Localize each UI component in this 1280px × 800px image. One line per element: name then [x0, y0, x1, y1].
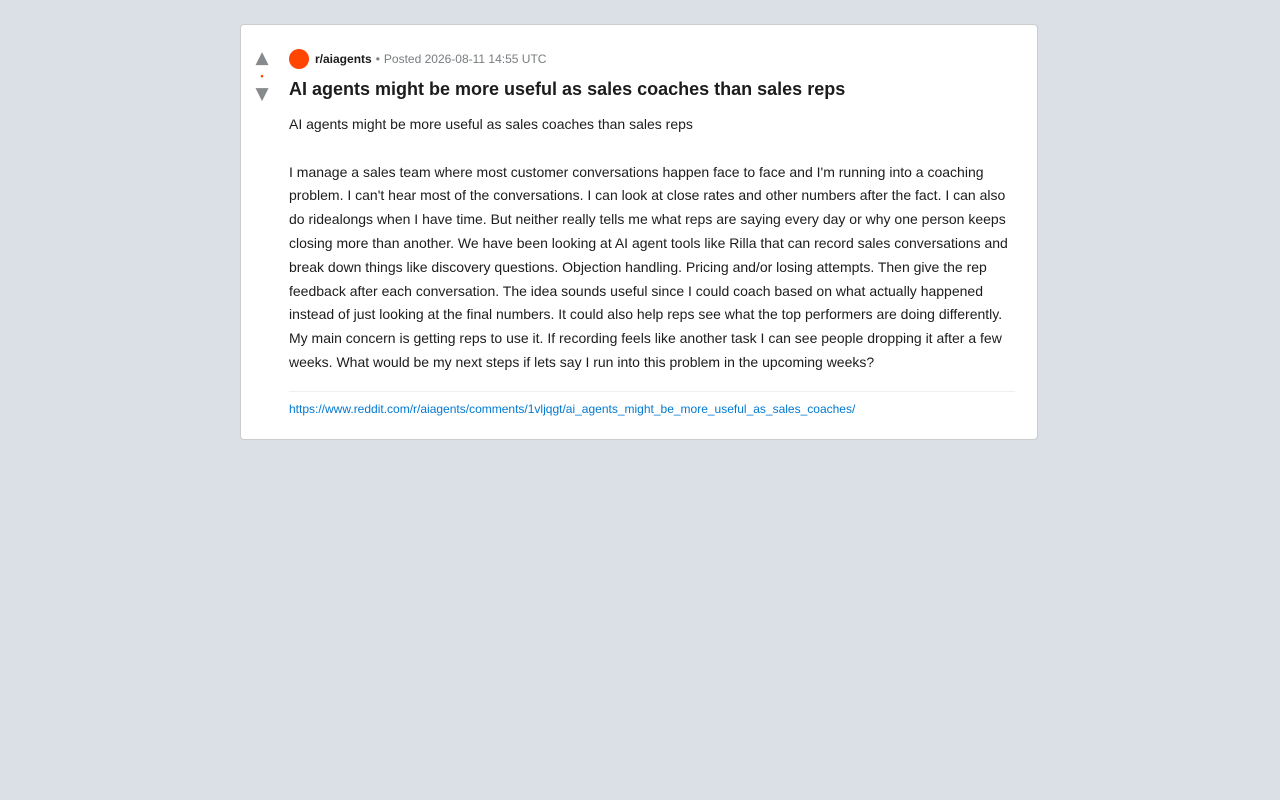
- post-card: [240, 24, 1038, 440]
- post-timestamp: Posted 2026-08-11 14:55 UTC: [383, 52, 547, 66]
- post-body-paragraph: I manage a sales team where most customer conversations happen face to face and I'm running into a coaching problem. I can't hear most of the conversations. I can look at close rates and other numbers after the fact. I can also do ridealongs when I have time. But neither really tells me what reps are saying every day or why one person keeps closing more than another. We have been looking at AI agent tools like Rilla that can record sales conversations and break down things like discovery questions. Objection handling. Pricing and/or losing attempts. Then give the rep feedback after each conversation. The idea sounds useful since I could coach based on what actually happened instead of just looking at the final numbers. It could also help reps see what the top performers are doing differently. My main concern is getting reps to use it. If recording feels like another task I can see people dropping it after a few weeks. What would be my next steps if lets say I run into this problem in the upcoming weeks?: [289, 163, 1008, 370]
- post-meta: [289, 49, 1015, 69]
- subreddit-avatar-icon[interactable]: [289, 49, 309, 69]
- post-body-paragraph: AI agents might be more useful as sales coaches than sales reps: [289, 116, 693, 132]
- divider: [289, 391, 1015, 392]
- meta-separator: •: [375, 52, 380, 66]
- post-body: [289, 113, 1015, 375]
- post-title[interactable]: AI agents might be more useful as sales coaches than sales reps: [289, 79, 846, 99]
- post-permalink[interactable]: https://www.reddit.com/r/aiagents/comments/1vljqgt/ai_agents_might_be_more_useful_as_sales_coaches/: [289, 401, 856, 416]
- upvote-icon[interactable]: ▲: [255, 48, 269, 68]
- vote-score: •: [260, 71, 264, 81]
- subreddit-name[interactable]: r/aiagents: [315, 52, 372, 66]
- vote-column: [253, 49, 271, 103]
- downvote-icon[interactable]: ▼: [255, 84, 269, 104]
- post-content: [289, 49, 1015, 416]
